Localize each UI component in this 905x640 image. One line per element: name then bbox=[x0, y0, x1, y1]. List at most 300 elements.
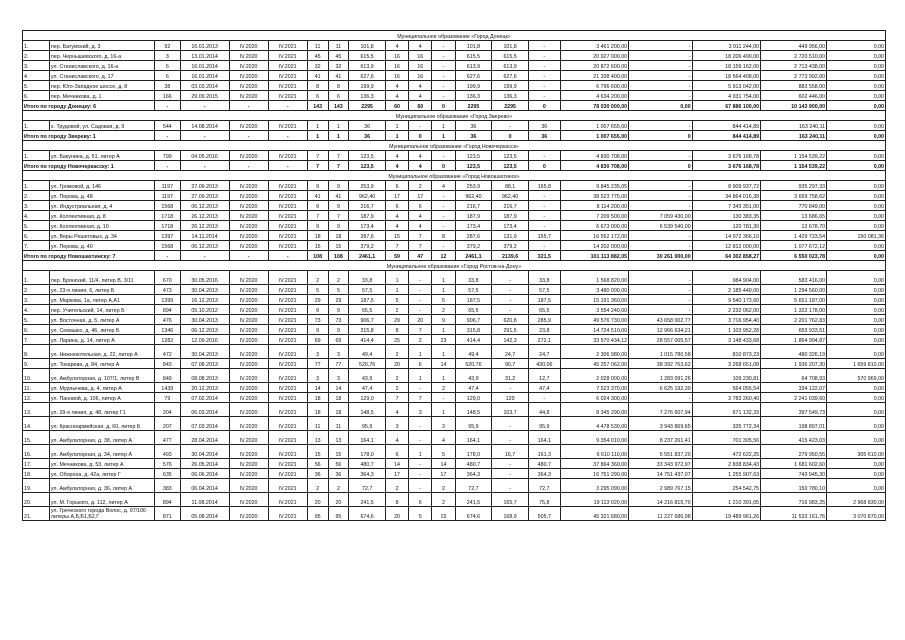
table-cell: 32 bbox=[328, 61, 349, 71]
table-cell: - bbox=[409, 469, 432, 479]
table-cell: IV.2021 bbox=[268, 91, 307, 101]
table-cell: - bbox=[528, 91, 560, 101]
table-cell: 120 781,30 bbox=[692, 221, 760, 231]
table-cell: 0,00 bbox=[827, 81, 886, 91]
table-cell: - bbox=[492, 417, 529, 431]
table-cell: IV.2020 bbox=[229, 61, 268, 71]
table-cell: IV.2020 bbox=[229, 507, 268, 521]
table-cell: - bbox=[629, 305, 693, 315]
table-row bbox=[23, 191, 886, 201]
table-cell: IV.2021 bbox=[268, 51, 307, 61]
table-cell: 3 295 090,00 bbox=[560, 479, 628, 493]
table-cell: 19 113 020,00 bbox=[560, 493, 628, 507]
table-cell: 3 070 870,00 bbox=[827, 507, 886, 521]
total-cell: - bbox=[229, 251, 268, 261]
table-cell: 11 bbox=[328, 417, 349, 431]
total-row bbox=[23, 251, 886, 261]
table-cell: 15. bbox=[23, 431, 50, 445]
table-cell: 0,00 bbox=[827, 431, 886, 445]
table-cell: 14.08.2014 bbox=[180, 121, 229, 131]
total-cell: 0 bbox=[432, 101, 455, 111]
table-cell: 123,5 bbox=[349, 151, 386, 161]
table-row bbox=[23, 445, 886, 459]
table-cell: 14 724 510,00 bbox=[560, 325, 628, 335]
table-cell: 449 956,00 bbox=[761, 41, 827, 51]
table-cell: 18 159 162,00 bbox=[692, 61, 760, 71]
table-cell: ул. Веры Решетовых, д. 34 bbox=[49, 231, 154, 241]
table-cell: 148,5 bbox=[349, 403, 386, 417]
table-cell: 16. bbox=[23, 445, 50, 459]
table-cell: - bbox=[492, 285, 529, 295]
table-cell: IV.2021 bbox=[268, 285, 307, 295]
table-row bbox=[23, 121, 886, 131]
table-cell: - bbox=[528, 241, 560, 251]
table-cell: 6 bbox=[409, 201, 432, 211]
table-cell: IV.2021 bbox=[268, 181, 307, 191]
table-cell: 103,7 bbox=[492, 403, 529, 417]
table-cell: IV.2021 bbox=[268, 369, 307, 383]
table-row bbox=[23, 41, 886, 51]
table-cell: 3 bbox=[409, 403, 432, 417]
table-cell: 5 bbox=[409, 507, 432, 521]
table-cell: 7 bbox=[385, 241, 408, 251]
table-row bbox=[23, 325, 886, 335]
table-cell: 291,5 bbox=[492, 325, 529, 335]
table-cell: - bbox=[432, 221, 455, 231]
table-cell: ул. Коллективная, д. 8 bbox=[49, 211, 154, 221]
total-cell: 321,5 bbox=[528, 251, 560, 261]
table-cell: ул. Перова, д. 40 bbox=[49, 241, 154, 251]
table-cell: 9 845 235,05 bbox=[560, 181, 628, 191]
table-cell: 602 446,00 bbox=[761, 91, 827, 101]
table-cell: 254 542,75 bbox=[692, 479, 760, 493]
table-cell: 23 bbox=[432, 335, 455, 345]
table-cell: IV.2020 bbox=[229, 403, 268, 417]
table-cell: 493 bbox=[155, 445, 181, 459]
table-cell: 3 148 433,68 bbox=[692, 335, 760, 345]
table-cell: 2 bbox=[432, 305, 455, 315]
table-cell: IV.2020 bbox=[229, 191, 268, 201]
table-row bbox=[23, 335, 886, 345]
table-cell: 03.03.2014 bbox=[180, 81, 229, 91]
table-cell: 6 673 000,00 bbox=[560, 221, 628, 231]
table-cell: 4 bbox=[409, 221, 432, 231]
table-row bbox=[23, 61, 886, 71]
total-cell: 143 bbox=[328, 101, 349, 111]
table-cell: 287,6 bbox=[455, 231, 492, 241]
table-cell: 253,9 bbox=[455, 181, 492, 191]
table-cell: 20 bbox=[409, 315, 432, 325]
section-title-row bbox=[23, 171, 886, 181]
table-cell: - bbox=[528, 211, 560, 221]
table-cell: 3 461 200,00 bbox=[560, 41, 628, 51]
table-cell: 1 007 655,00 bbox=[560, 121, 628, 131]
table-cell: 4 bbox=[409, 151, 432, 161]
table-cell: 364,3 bbox=[349, 469, 386, 479]
total-cell: 7 bbox=[307, 161, 328, 171]
table-cell: - bbox=[528, 201, 560, 211]
total-cell: 1 bbox=[385, 131, 408, 141]
table-cell: IV.2021 bbox=[268, 81, 307, 91]
table-cell: 1 154 539,22 bbox=[761, 151, 827, 161]
table-cell: 4 bbox=[432, 181, 455, 191]
table-cell: 674,6 bbox=[349, 507, 386, 521]
total-cell: 163 240,11 bbox=[761, 131, 827, 141]
table-cell: 88,1 bbox=[492, 181, 529, 191]
table-cell: 0,00 bbox=[827, 393, 886, 403]
total-cell: - bbox=[180, 251, 229, 261]
table-cell: 1 bbox=[328, 121, 349, 131]
table-row bbox=[23, 469, 886, 479]
table-cell: 15 bbox=[307, 445, 328, 459]
table-cell: 36 bbox=[528, 121, 560, 131]
table-cell: 15 bbox=[385, 231, 408, 241]
total-cell: - bbox=[155, 251, 181, 261]
total-cell: Итого по городу Новошахтинску: 7 bbox=[23, 251, 155, 261]
table-cell: 49,4 bbox=[349, 345, 386, 359]
table-row bbox=[23, 393, 886, 403]
table-cell: IV.2021 bbox=[268, 191, 307, 201]
table-cell: 1 681 602,60 bbox=[761, 459, 827, 469]
table-cell: 101,8 bbox=[455, 41, 492, 51]
table-cell: 13 bbox=[307, 431, 328, 445]
total-cell: - bbox=[180, 101, 229, 111]
table-cell: IV.2020 bbox=[229, 241, 268, 251]
total-cell: - bbox=[155, 101, 181, 111]
table-cell: 335 772,34 bbox=[692, 417, 760, 431]
table-cell: 06.12.2013 bbox=[180, 241, 229, 251]
table-cell: 0,00 bbox=[827, 335, 886, 345]
table-cell: 670 bbox=[155, 271, 181, 285]
table-cell: 25 bbox=[385, 335, 408, 345]
table-cell: 1 294 560,00 bbox=[761, 285, 827, 295]
table-cell: 2. bbox=[23, 285, 50, 295]
table-cell: 334 122,07 bbox=[761, 383, 827, 393]
total-cell: 4 bbox=[385, 161, 408, 171]
table-cell: 33 343 972,97 bbox=[629, 459, 693, 469]
table-cell: 14 216 815,70 bbox=[629, 493, 693, 507]
table-cell: 2 720 510,00 bbox=[761, 51, 827, 61]
table-cell: 16 bbox=[409, 71, 432, 81]
table-cell: - bbox=[409, 431, 432, 445]
table-cell: 2 bbox=[385, 369, 408, 383]
table-cell: 576 bbox=[155, 459, 181, 469]
table-cell: 57,5 bbox=[349, 285, 386, 295]
section-title-row bbox=[23, 261, 886, 271]
section-title: Муниципальное образование «Город Ростов-на-Дону» bbox=[23, 261, 886, 271]
table-row bbox=[23, 241, 886, 251]
table-cell: IV.2020 bbox=[229, 431, 268, 445]
table-cell: 18 bbox=[307, 231, 328, 241]
table-cell: ул. Громовой, д. 146 bbox=[49, 181, 154, 191]
table-row bbox=[23, 201, 886, 211]
table-cell: 2 306 980,00 bbox=[560, 345, 628, 359]
table-cell: 123,5 bbox=[455, 151, 492, 161]
table-row bbox=[23, 315, 886, 325]
table-cell: 29.09.2015 bbox=[180, 91, 229, 101]
table-cell: 9 bbox=[328, 181, 349, 191]
table-cell: IV.2020 bbox=[229, 393, 268, 403]
table-cell: - bbox=[492, 469, 529, 479]
table-cell: 4 bbox=[385, 151, 408, 161]
table-cell: 38 bbox=[155, 81, 181, 91]
table-cell: 07.03.2014 bbox=[180, 417, 229, 431]
table-cell: 187,9 bbox=[455, 211, 492, 221]
table-cell: 75,8 bbox=[528, 493, 560, 507]
table-cell: 13 686,65 bbox=[761, 211, 827, 221]
table-cell: 41 bbox=[307, 191, 328, 201]
table-cell: 77 bbox=[307, 359, 328, 369]
table-cell: 962,40 bbox=[455, 191, 492, 201]
total-cell: - bbox=[268, 251, 307, 261]
table-cell: 3 676 168,78 bbox=[692, 151, 760, 161]
table-cell: 1 283 091,26 bbox=[629, 369, 693, 383]
table-cell: 21. bbox=[23, 507, 50, 521]
table-cell: 0,00 bbox=[827, 191, 886, 201]
table-cell: 44,8 bbox=[528, 403, 560, 417]
total-cell: 78 030 000,00 bbox=[560, 101, 628, 111]
table-cell: 620,8 bbox=[492, 315, 529, 325]
table-cell: - bbox=[629, 201, 693, 211]
table-cell: - bbox=[432, 241, 455, 251]
table-cell: 1197 bbox=[155, 191, 181, 201]
table-cell: - bbox=[629, 393, 693, 403]
total-cell: 4 bbox=[409, 161, 432, 171]
table-cell: IV.2020 bbox=[229, 91, 268, 101]
table-cell: IV.2020 bbox=[229, 315, 268, 325]
table-cell: 480,7 bbox=[349, 459, 386, 469]
table-cell: 5 bbox=[385, 295, 408, 305]
table-cell: 671 132,33 bbox=[692, 403, 760, 417]
table-cell: 653 933,51 bbox=[761, 325, 827, 335]
total-cell: 2461,1 bbox=[455, 251, 492, 261]
table-cell: 11 bbox=[307, 41, 328, 51]
table-cell: 204 bbox=[155, 403, 181, 417]
table-cell: IV.2021 bbox=[268, 151, 307, 161]
table-cell: 14 751 437,07 bbox=[629, 469, 693, 479]
table-cell: 2 bbox=[385, 383, 408, 393]
table-cell: 29 bbox=[307, 295, 328, 305]
table-cell: 178,0 bbox=[349, 445, 386, 459]
table-cell: 34 864 016,38 bbox=[692, 191, 760, 201]
table-cell: 3 659 758,62 bbox=[761, 191, 827, 201]
table-cell: 4 bbox=[385, 403, 408, 417]
table-cell: 101,8 bbox=[492, 41, 529, 51]
table-cell: IV.2021 bbox=[268, 231, 307, 241]
table-cell: 674,6 bbox=[455, 507, 492, 521]
table-cell: IV.2020 bbox=[229, 81, 268, 91]
total-cell: - bbox=[229, 101, 268, 111]
table-cell: 279 950,55 bbox=[761, 445, 827, 459]
table-cell: 883 558,00 bbox=[761, 81, 827, 91]
table-cell: - bbox=[432, 51, 455, 61]
table-cell: 1 015 780,58 bbox=[629, 345, 693, 359]
table-cell: 1 077 672,12 bbox=[761, 241, 827, 251]
table-cell: 187,5 bbox=[455, 295, 492, 305]
table-cell: 5 bbox=[432, 295, 455, 305]
table-cell: 10. bbox=[23, 369, 50, 383]
table-cell: 08.08.2013 bbox=[180, 369, 229, 383]
table-cell: 101,8 bbox=[349, 41, 386, 51]
table-cell: IV.2021 bbox=[268, 479, 307, 493]
table-cell: - bbox=[409, 295, 432, 305]
table-cell: IV.2021 bbox=[268, 345, 307, 359]
table-cell: 12 966 634,21 bbox=[629, 325, 693, 335]
table-cell: - bbox=[528, 41, 560, 51]
table-cell: 12 678,70 bbox=[761, 221, 827, 231]
table-cell: IV.2020 bbox=[229, 325, 268, 335]
table-cell: 1397 bbox=[155, 231, 181, 241]
table-cell: 123,5 bbox=[492, 151, 529, 161]
table-cell: 7 276 607,94 bbox=[629, 403, 693, 417]
table-cell: 4 bbox=[409, 81, 432, 91]
table-cell: 30.04.2013 bbox=[180, 345, 229, 359]
table-cell: 5. bbox=[23, 81, 50, 91]
table-cell: 207 bbox=[155, 417, 181, 431]
section-title-row bbox=[23, 141, 886, 151]
table-cell: 18 bbox=[328, 231, 349, 241]
table-cell: ул. Пановой, д. 106, литер А bbox=[49, 393, 154, 403]
table-cell: 3 bbox=[432, 417, 455, 431]
total-cell: - bbox=[229, 131, 268, 141]
table-cell: 27.09.2013 bbox=[180, 191, 229, 201]
table-cell: 315,8 bbox=[455, 325, 492, 335]
table-cell: 414,4 bbox=[455, 335, 492, 345]
table-cell: 2 bbox=[432, 383, 455, 393]
table-cell: 1 bbox=[432, 285, 455, 295]
table-cell: IV.2020 bbox=[229, 151, 268, 161]
table-row bbox=[23, 417, 886, 431]
table-cell: 21 338 400,00 bbox=[560, 71, 628, 81]
total-cell: 59 bbox=[385, 251, 408, 261]
table-cell: 4 bbox=[385, 91, 408, 101]
table-cell: - bbox=[432, 61, 455, 71]
table-cell: 77 bbox=[328, 359, 349, 369]
table-cell: 14. bbox=[23, 417, 50, 431]
table-row bbox=[23, 295, 886, 305]
table-cell: 12,7 bbox=[528, 369, 560, 383]
table-cell: 0,00 bbox=[827, 151, 886, 161]
table-cell: 19 489 961,26 bbox=[692, 507, 760, 521]
total-cell: 108 bbox=[328, 251, 349, 261]
total-cell: 10 143 900,00 bbox=[761, 101, 827, 111]
table-cell: ул. Оборона, д. 42а, литер Г bbox=[49, 469, 154, 479]
table-cell: ул. М. Горького, д. 112, литер А bbox=[49, 493, 154, 507]
table-cell: 41 bbox=[328, 191, 349, 201]
table-cell: 18 206 490,00 bbox=[692, 51, 760, 61]
table-cell: IV.2020 bbox=[229, 121, 268, 131]
total-cell: 36 bbox=[349, 131, 386, 141]
table-cell: 47,4 bbox=[349, 383, 386, 393]
table-cell: IV.2021 bbox=[268, 315, 307, 325]
table-cell: 627,6 bbox=[349, 71, 386, 81]
table-cell: 4 bbox=[385, 41, 408, 51]
table-cell: 3 bbox=[307, 369, 328, 383]
table-cell: 544 bbox=[155, 121, 181, 131]
document-page bbox=[22, 30, 886, 521]
total-cell: 0,00 bbox=[629, 101, 693, 111]
table-cell: 36 bbox=[349, 121, 386, 131]
table-cell: 8 bbox=[328, 81, 349, 91]
table-cell: 92 bbox=[155, 41, 181, 51]
table-cell: 570 969,00 bbox=[827, 369, 886, 383]
table-cell: ул. Амбулаторная, д. 34, литер А bbox=[49, 445, 154, 459]
table-cell: 13. bbox=[23, 403, 50, 417]
table-cell: 18 bbox=[307, 403, 328, 417]
total-cell: 4 830 708,00 bbox=[560, 161, 628, 171]
table-cell: 216,7 bbox=[492, 201, 529, 211]
total-cell: - bbox=[180, 131, 229, 141]
table-cell: ул. Амбулаторная, д. 36, литер А bbox=[49, 479, 154, 493]
table-cell: 2. bbox=[23, 191, 50, 201]
table-cell: 1718 bbox=[155, 221, 181, 231]
table-row bbox=[23, 81, 886, 91]
table-cell: - bbox=[432, 201, 455, 211]
table-cell: IV.2020 bbox=[229, 221, 268, 231]
table-cell: 26.12.2013 bbox=[180, 211, 229, 221]
table-cell: 0,00 bbox=[827, 479, 886, 493]
table-cell: 31,2 bbox=[492, 369, 529, 383]
table-cell: 1197 bbox=[155, 181, 181, 191]
table-cell: IV.2021 bbox=[268, 211, 307, 221]
table-cell: 16 bbox=[409, 51, 432, 61]
total-cell: 64 302 858,27 bbox=[692, 251, 760, 261]
table-cell: 613,9 bbox=[492, 61, 529, 71]
table-cell: 18 bbox=[307, 393, 328, 403]
table-cell: 9 bbox=[307, 325, 328, 335]
table-row bbox=[23, 459, 886, 469]
table-cell: 45 321 680,00 bbox=[560, 507, 628, 521]
table-row bbox=[23, 181, 886, 191]
table-cell: 2 bbox=[385, 345, 408, 359]
table-cell: 129,0 bbox=[349, 393, 386, 403]
total-cell: 123,5 bbox=[455, 161, 492, 171]
table-cell: 7 209 500,00 bbox=[560, 211, 628, 221]
table-cell: 173,4 bbox=[492, 221, 529, 231]
table-cell: 29 bbox=[328, 295, 349, 305]
table-cell: IV.2020 bbox=[229, 41, 268, 51]
table-cell: 69 bbox=[307, 335, 328, 345]
table-cell: 95 bbox=[328, 507, 349, 521]
table-cell: 95 bbox=[307, 507, 328, 521]
total-row bbox=[23, 101, 886, 111]
table-cell: IV.2020 bbox=[229, 417, 268, 431]
table-cell: 871 bbox=[155, 507, 181, 521]
table-cell: 906,7 bbox=[349, 315, 386, 325]
table-cell: 27.09.2013 bbox=[180, 181, 229, 191]
table-cell: 1568 bbox=[155, 241, 181, 251]
table-cell: 1 936 207,30 bbox=[761, 359, 827, 369]
table-cell: 33,8 bbox=[528, 271, 560, 285]
table-cell: - bbox=[432, 211, 455, 221]
table-cell: 15 191 360,00 bbox=[560, 295, 628, 305]
table-cell: 164,1 bbox=[349, 431, 386, 445]
table-cell: 36 bbox=[455, 121, 492, 131]
table-cell: 6 539 540,00 bbox=[629, 221, 693, 231]
table-cell: 163 240,11 bbox=[761, 121, 827, 131]
resettlement-table bbox=[22, 30, 886, 521]
table-cell: 36 bbox=[328, 469, 349, 479]
table-cell: IV.2021 bbox=[268, 271, 307, 285]
table-cell: 8 237 261,41 bbox=[629, 431, 693, 445]
total-cell: - bbox=[268, 101, 307, 111]
table-row bbox=[23, 403, 886, 417]
table-cell: 11 bbox=[328, 41, 349, 51]
table-cell: 9 bbox=[328, 201, 349, 211]
table-cell: 17 bbox=[409, 191, 432, 201]
table-cell: 2 773 992,00 bbox=[761, 71, 827, 81]
table-cell: 8 909 937,72 bbox=[692, 181, 760, 191]
